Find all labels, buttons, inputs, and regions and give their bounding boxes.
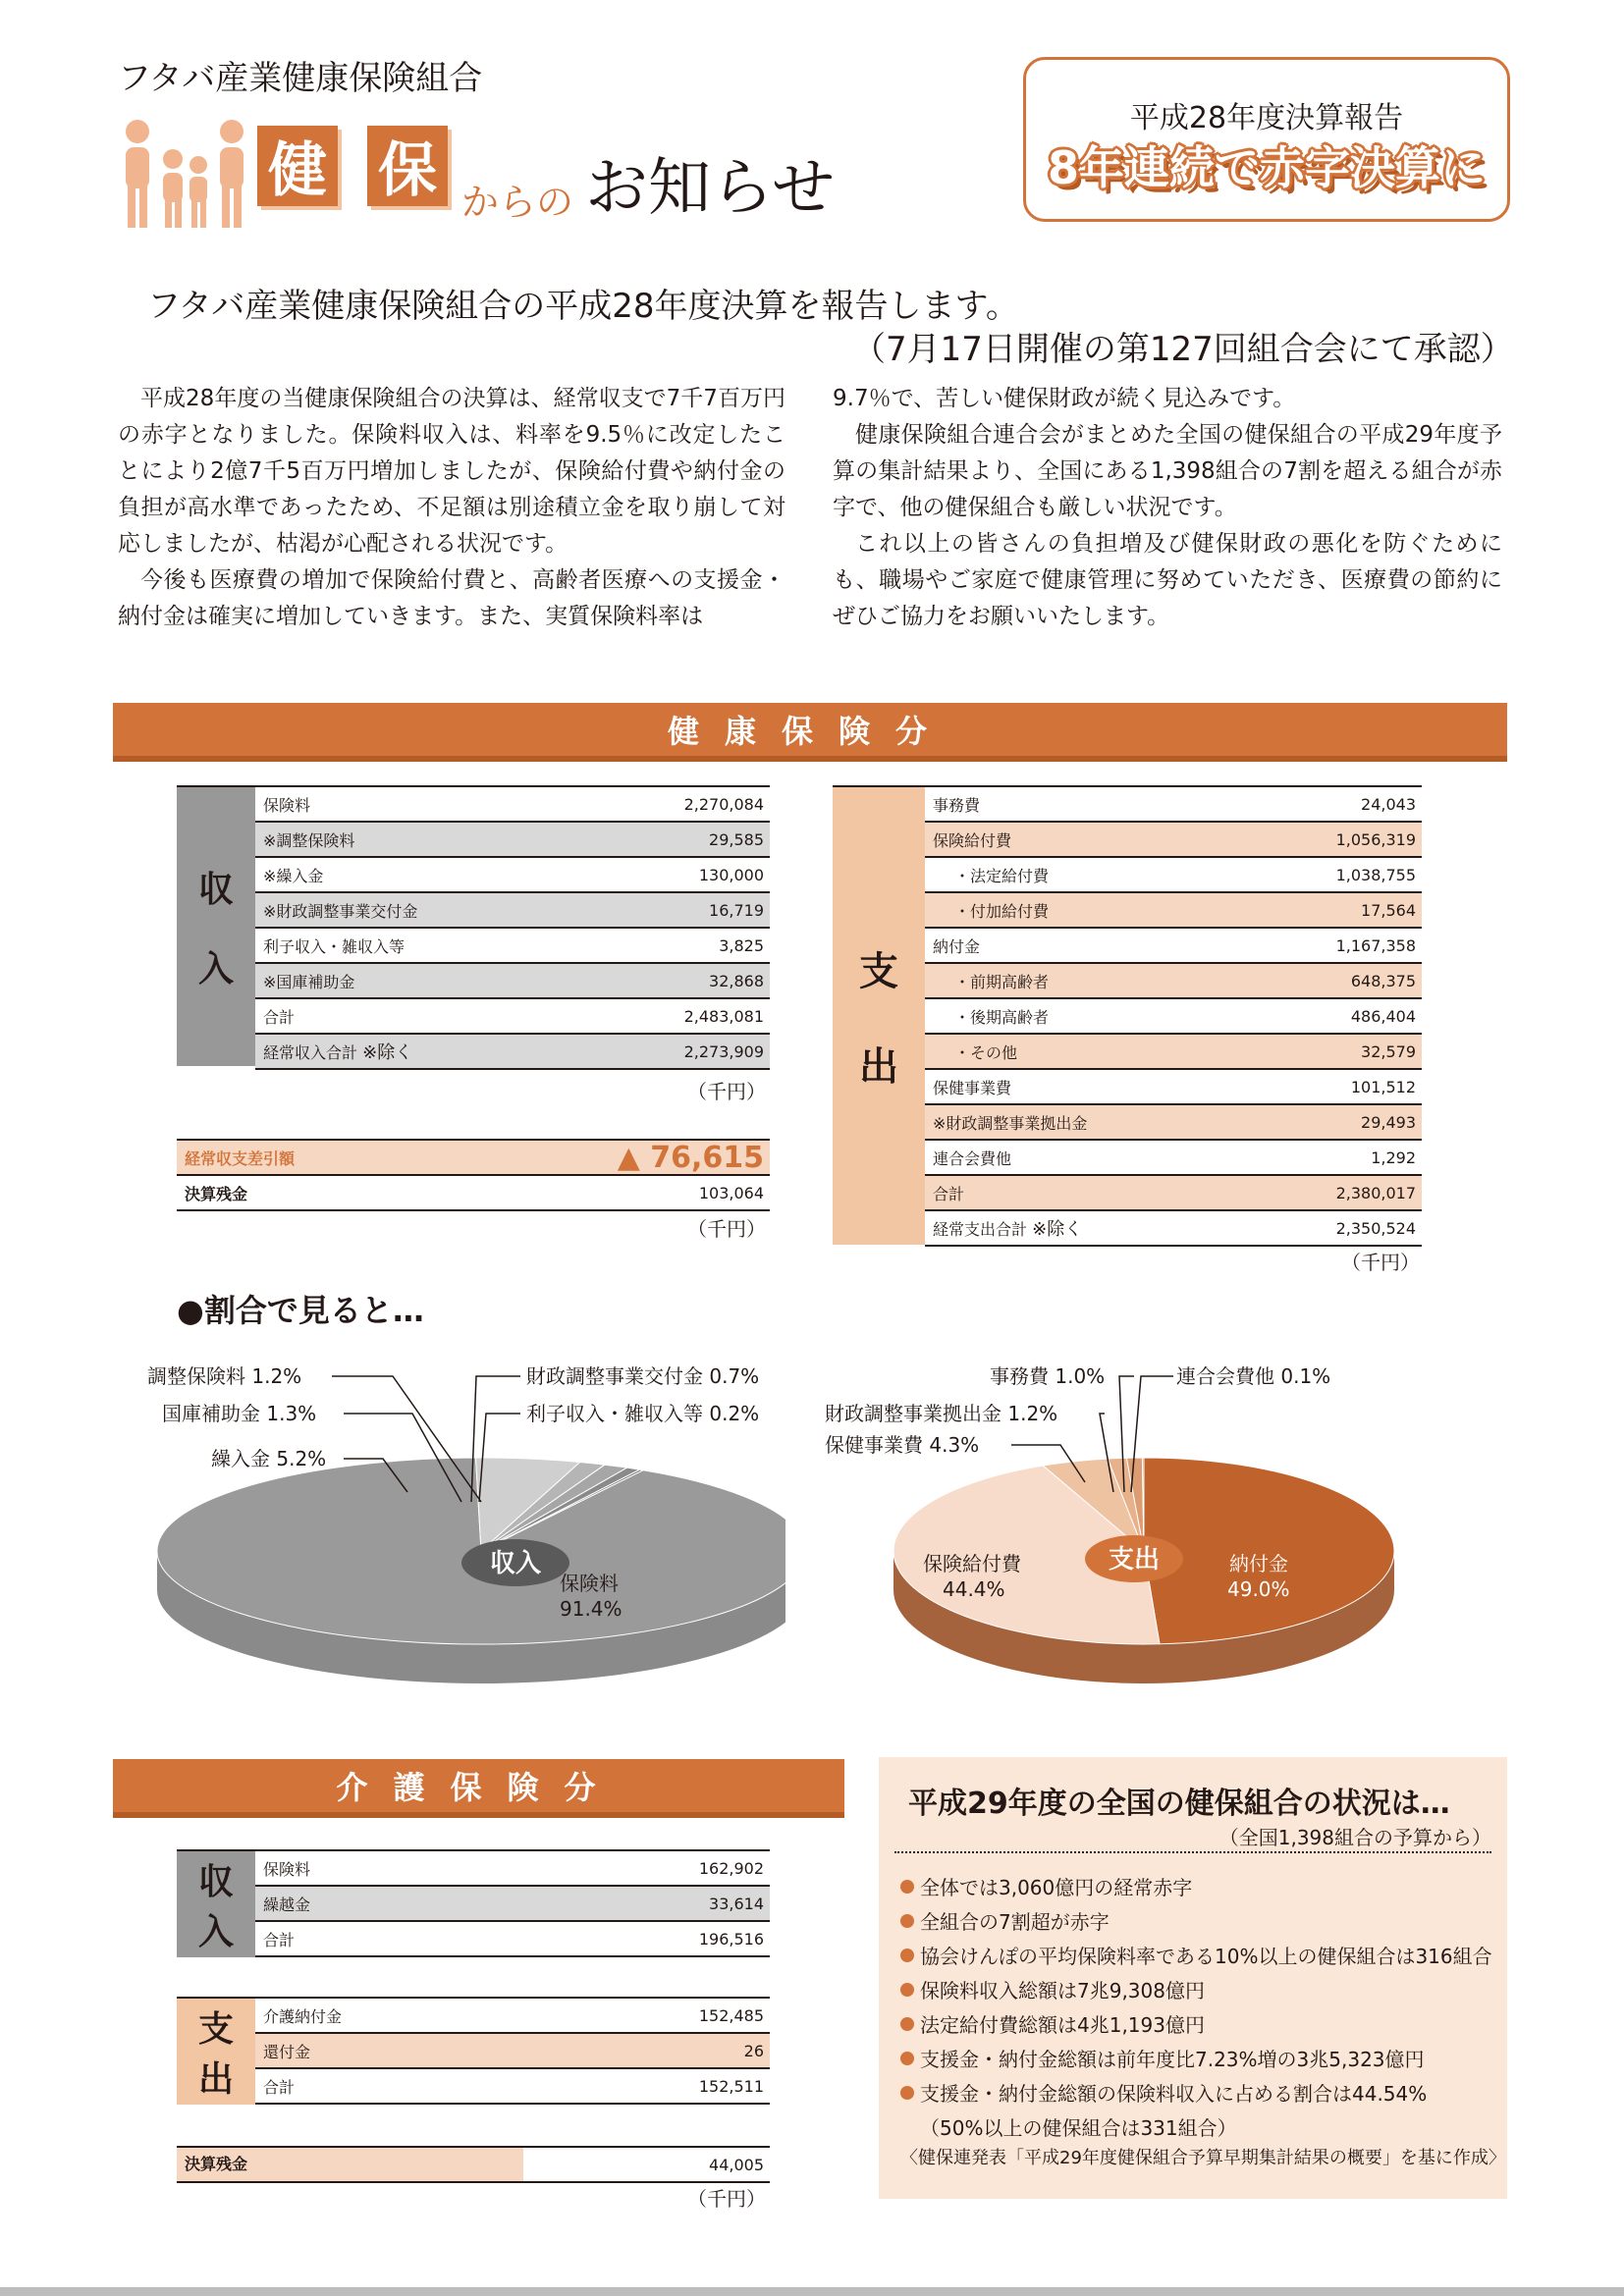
list-item: 支援金・納付金総額の保険料収入に占める割合は44.54% <box>900 2075 1492 2109</box>
table-row: 介護納付金 152,485 <box>255 1999 770 2034</box>
kenko-balance-table <box>177 1139 770 1211</box>
table-row: 決算残金 44,005 <box>177 2146 770 2183</box>
table-row: ・前期高齢者 648,375 <box>925 964 1422 999</box>
table-row: 合計 2,483,081 <box>255 999 770 1035</box>
kaigo-income-rows <box>255 1851 770 1957</box>
side-char: 出 <box>197 2059 234 2100</box>
pie-label: 財政調整事業交付金 0.7% <box>526 1364 760 1388</box>
pie-label: 納付金 <box>1229 1552 1288 1575</box>
list-item: 全体では3,060億円の経常赤字 <box>900 1869 1492 1903</box>
body-paragraph: これ以上の皆さんの負担増及び健保財政の悪化を防ぐためにも、職場やご家庭で健康管理に努めていただき、医療費の節約にぜひご協力をお願いいたします。 <box>833 531 1503 629</box>
expense-rows <box>925 787 1422 1247</box>
pie-label: 44.4% <box>943 1577 1005 1601</box>
kenko-income-table <box>177 785 770 1066</box>
table-row: ※繰入金 130,000 <box>255 858 770 893</box>
side-char: 支 <box>197 2009 234 2050</box>
section-banner-kaigo: 介護保険分 <box>113 1759 844 1818</box>
bullet-icon <box>900 1983 914 1997</box>
pie-label: 49.0% <box>1227 1577 1290 1601</box>
body-paragraph: 平成28年度の当健康保険組合の決算は、経常収支で7千7百万円の赤字となりました。保険料収入は、料率を9.5％に改定したことにより2億7千5百万円増加しましたが、保険給付費や納付金の負担が高水準であったため、不足額は別途積立金を取り崩して対応しましたが、枯渇が心配される状況です。 <box>118 386 785 557</box>
table-row: 繰越金 33,614 <box>255 1887 770 1922</box>
expense-center-label: 支出 <box>1108 1545 1161 1575</box>
section-banner-kenko: 健康保険分 <box>113 703 1507 762</box>
table-row: ※国庫補助金 32,868 <box>255 964 770 999</box>
kaigo-expense-rows <box>255 1999 770 2105</box>
kaigo-income-side-label <box>177 1851 255 1957</box>
pie-label: 連合会費他 0.1% <box>1176 1364 1331 1388</box>
kaigo-balance-table <box>177 2146 770 2183</box>
bullet-icon <box>900 2052 914 2065</box>
title-kara: からの <box>461 181 574 224</box>
summary-divider <box>894 1851 1491 1853</box>
list-item: 全組合の7割超が赤字 <box>900 1903 1492 1938</box>
kaigo-expense-side-label <box>177 1999 255 2105</box>
unit-label: （千円） <box>687 1217 766 1241</box>
kaigo-income-table <box>177 1849 770 1957</box>
income-rows <box>255 787 770 1070</box>
table-row: 還付金 26 <box>255 2034 770 2069</box>
report-subtitle: 平成28年度決算報告 <box>1129 101 1404 135</box>
unit-label: （千円） <box>687 2187 766 2211</box>
table-row: ※財政調整事業拠出金 29,493 <box>925 1105 1422 1141</box>
list-item-note: （50%以上の健保組合は331組合） <box>920 2116 1237 2140</box>
list-item: 法定給付費総額は4兆1,193億円 <box>900 2006 1492 2041</box>
organization-name: フタバ産業健康保険組合 <box>118 59 483 98</box>
table-row: 経常支出合計 ※除く 2,350,524 <box>925 1211 1422 1247</box>
income-pie-chart <box>147 1355 785 1688</box>
table-row: 事務費 24,043 <box>925 787 1422 823</box>
table-row: ※財政調整事業交付金 16,719 <box>255 893 770 929</box>
income-side-label <box>177 787 255 1066</box>
side-char: 収 <box>197 1862 234 1902</box>
table-row: 保険給付費 1,056,319 <box>925 823 1422 858</box>
pie-label: 国庫補助金 1.3% <box>162 1402 317 1425</box>
summary-source: 〈健保連発表「平成29年度健保組合予算早期集計結果の概要」を基に作成〉 <box>900 2148 1506 2168</box>
side-char: 出 <box>859 1044 898 1090</box>
list-item: 支援金・納付金総額は前年度比7.23%増の3兆5,323億円 <box>900 2041 1492 2075</box>
kaigo-expense-table <box>177 1997 770 2105</box>
table-row: 納付金 1,167,358 <box>925 929 1422 964</box>
report-box <box>1023 57 1510 222</box>
pie-label: 調整保険料 1.2% <box>147 1364 302 1388</box>
pie-label: 91.4% <box>560 1597 623 1621</box>
table-row: ・法定給付費 1,038,755 <box>925 858 1422 893</box>
table-row: ・その他 32,579 <box>925 1035 1422 1070</box>
income-center-label: 収入 <box>489 1549 542 1578</box>
footer-divider <box>0 2287 1624 2296</box>
bullet-icon <box>900 2017 914 2031</box>
body-paragraph: 今後も医療費の増加で保険給付費と、高齢者医療への支援金・納付金は確実に増加していきます。また、実質保険料率は <box>118 567 785 629</box>
body-column-right <box>833 381 1502 635</box>
table-row: 合計 152,511 <box>255 2069 770 2105</box>
bullet-icon <box>900 2086 914 2100</box>
table-row: 利子収入・雑収入等 3,825 <box>255 929 770 964</box>
list-item: 保険料収入総額は7兆9,308億円 <box>900 1972 1492 2006</box>
lead-line-2: （7月17日開催の第127回組合会にて承認） <box>852 330 1514 369</box>
summary-list <box>900 1869 1492 2144</box>
expense-pie-chart <box>825 1355 1414 1688</box>
table-row: 合計 196,516 <box>255 1922 770 1957</box>
table-row: 保険料 162,902 <box>255 1851 770 1887</box>
national-summary-box <box>879 1757 1507 2199</box>
ratio-heading: ●割合で見ると… <box>177 1292 424 1329</box>
kenko-expense-table <box>833 785 1422 1245</box>
summary-subtitle: （全国1,398組合の予算から） <box>1218 1826 1491 1849</box>
unit-label: （千円） <box>1341 1251 1420 1274</box>
bullet-icon <box>900 1880 914 1894</box>
report-headline: 8年連続で赤字決算に <box>1047 141 1486 194</box>
pie-label: 事務費 1.0% <box>990 1364 1106 1388</box>
pie-label: 保険料 <box>560 1572 619 1595</box>
unit-label: （千円） <box>687 1080 766 1103</box>
title-char-ken: 健 <box>257 126 338 206</box>
list-item: 協会けんぽの平均保険料率である10%以上の健保組合は316組合 <box>900 1938 1492 1972</box>
pie-label: 財政調整事業拠出金 1.2% <box>825 1402 1058 1425</box>
title-oshirase: お知らせ <box>585 152 836 225</box>
table-row: 経常収支差引額 ▲ 76,615 <box>177 1139 770 1176</box>
side-char: 入 <box>197 949 234 989</box>
family-logo-icon <box>116 116 253 232</box>
body-paragraph: 9.7％で、苦しい健保財政が続く見込みです。 <box>833 386 1296 411</box>
bullet-icon <box>900 1949 914 1962</box>
table-row: 決算残金 103,064 <box>177 1176 770 1211</box>
pie-label: 繰入金 5.2% <box>211 1447 327 1470</box>
lead-line-1: フタバ産業健康保険組合の平成28年度決算を報告します。 <box>147 287 1019 326</box>
body-paragraph: 健康保険組合連合会がまとめた全国の健保組合の平成29年度予算の集計結果より、全国にある1,398組合の7割を超える組合が赤字で、他の健保組合も厳しい状況です。 <box>833 422 1502 520</box>
table-row: 保険料 2,270,084 <box>255 787 770 823</box>
pie-label: 保健事業費 4.3% <box>825 1433 980 1457</box>
side-char: 入 <box>197 1912 234 1952</box>
table-row: 保健事業費 101,512 <box>925 1070 1422 1105</box>
table-row: 連合会費他 1,292 <box>925 1141 1422 1176</box>
bullet-icon <box>900 1914 914 1928</box>
side-char: 収 <box>197 870 234 910</box>
table-row: 経常収入合計 ※除く 2,273,909 <box>255 1035 770 1070</box>
pie-label: 利子収入・雑収入等 0.2% <box>526 1402 760 1425</box>
title-char-ho: 保 <box>367 126 448 206</box>
side-char: 支 <box>859 949 898 994</box>
expense-side-label <box>833 787 925 1245</box>
table-row: ※調整保険料 29,585 <box>255 823 770 858</box>
table-row: ・後期高齢者 486,404 <box>925 999 1422 1035</box>
summary-title: 平成29年度の全国の健保組合の状況は… <box>908 1787 1450 1821</box>
body-column-left <box>118 381 785 635</box>
pie-label: 保険給付費 <box>923 1552 1021 1575</box>
table-row: ・付加給付費 17,564 <box>925 893 1422 929</box>
table-row: 合計 2,380,017 <box>925 1176 1422 1211</box>
